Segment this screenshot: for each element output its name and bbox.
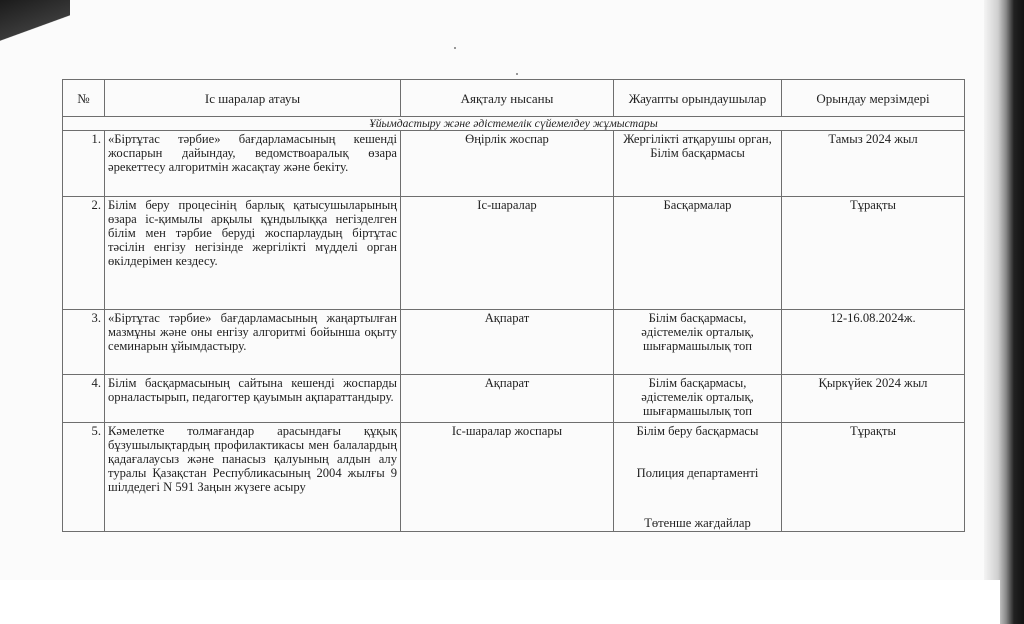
spacer bbox=[617, 438, 778, 466]
row-number: 5. bbox=[63, 423, 105, 532]
row-activity-name: «Біртұтас тәрбие» бағдарламасының кешенді жоспарын дайындау, ведомствоаралық өзара әрекеттесу алгоритмін жасақтау және бекіту. bbox=[105, 131, 401, 197]
row-deadline: Қыркүйек 2024 жыл bbox=[782, 375, 965, 423]
row-number: 2. bbox=[63, 197, 105, 310]
row-deadline: Тұрақты bbox=[782, 197, 965, 310]
row-responsible: Полиция департаменті bbox=[636, 466, 759, 480]
header-activity-name: Іс шаралар атауы bbox=[105, 80, 401, 117]
header-completion-form: Аяқталу нысаны bbox=[401, 80, 614, 117]
row-completion-form: Іс-шаралар жоспары bbox=[401, 423, 614, 532]
table-row bbox=[63, 423, 965, 532]
row-responsible: Білім басқармасы, әдістемелік орталық, шығармашылық топ bbox=[614, 375, 782, 423]
table-row bbox=[63, 375, 965, 423]
scan-right-edge bbox=[984, 0, 1024, 624]
row-activity-name: «Біртұтас тәрбие» бағдарламасының жаңартылған мазмұны және оны енгізу алгоритмі бойынша оқыту семинарын ұйымдастыру. bbox=[105, 310, 401, 375]
row-responsible: Білім беру басқармасы bbox=[636, 424, 759, 438]
row-responsible-list bbox=[614, 423, 782, 532]
spacer bbox=[617, 480, 778, 516]
row-responsible: Төтенше жағдайлар bbox=[644, 516, 751, 530]
row-number: 1. bbox=[63, 131, 105, 197]
section-row bbox=[63, 117, 965, 131]
row-activity-name: Білім беру процесінің барлық қатысушыларының өзара іс-қимылы арқылы құндылыққа негізделген білім мен тәрбие беруді жоспарлаудың біртұтас тәсілін енгізу негізінде жергілікті мүдделі орган өкілдерімен кездесу. bbox=[105, 197, 401, 310]
table-header-row bbox=[63, 80, 965, 117]
table-row bbox=[63, 197, 965, 310]
row-deadline: Тұрақты bbox=[782, 423, 965, 532]
header-responsible: Жауапты орындаушылар bbox=[614, 80, 782, 117]
row-responsible: Білім басқармасы, әдістемелік орталық, шығармашылық топ bbox=[614, 310, 782, 375]
row-responsible: Жергілікті атқарушы орган, Білім басқармасы bbox=[614, 131, 782, 197]
row-deadline: 12-16.08.2024ж. bbox=[782, 310, 965, 375]
action-plan-table bbox=[62, 79, 965, 532]
scan-speck bbox=[454, 47, 456, 49]
row-number: 4. bbox=[63, 375, 105, 423]
table-row bbox=[63, 131, 965, 197]
scan-speck bbox=[516, 73, 518, 75]
row-activity-name: Кәмелетке толмағандар арасындағы құқық бұзушылықтардың профилактикасы мен балалардың қадағалаусыз және панасыз қалуының алдын алу туралы Қазақстан Республикасының 2004 жылғы 9 шілдедегі N 591 Заңын жүзеге асыру bbox=[105, 423, 401, 532]
scan-bottom-margin bbox=[0, 580, 1000, 624]
scan-dark-corner bbox=[0, 0, 70, 48]
header-deadline: Орындау мерзімдері bbox=[782, 80, 965, 117]
table-row bbox=[63, 310, 965, 375]
row-completion-form: Өңірлік жоспар bbox=[401, 131, 614, 197]
row-completion-form: Ақпарат bbox=[401, 375, 614, 423]
row-number: 3. bbox=[63, 310, 105, 375]
row-responsible: Басқармалар bbox=[614, 197, 782, 310]
header-number: № bbox=[63, 80, 105, 117]
row-completion-form: Іс-шаралар bbox=[401, 197, 614, 310]
row-activity-name: Білім басқармасының сайтына кешенді жоспарды орналастырып, педагогтер қауымын ақпараттандыру. bbox=[105, 375, 401, 423]
row-deadline: Тамыз 2024 жыл bbox=[782, 131, 965, 197]
section-title: Ұйымдастыру және әдістемелік сүйемелдеу жұмыстары bbox=[63, 117, 965, 131]
row-completion-form: Ақпарат bbox=[401, 310, 614, 375]
